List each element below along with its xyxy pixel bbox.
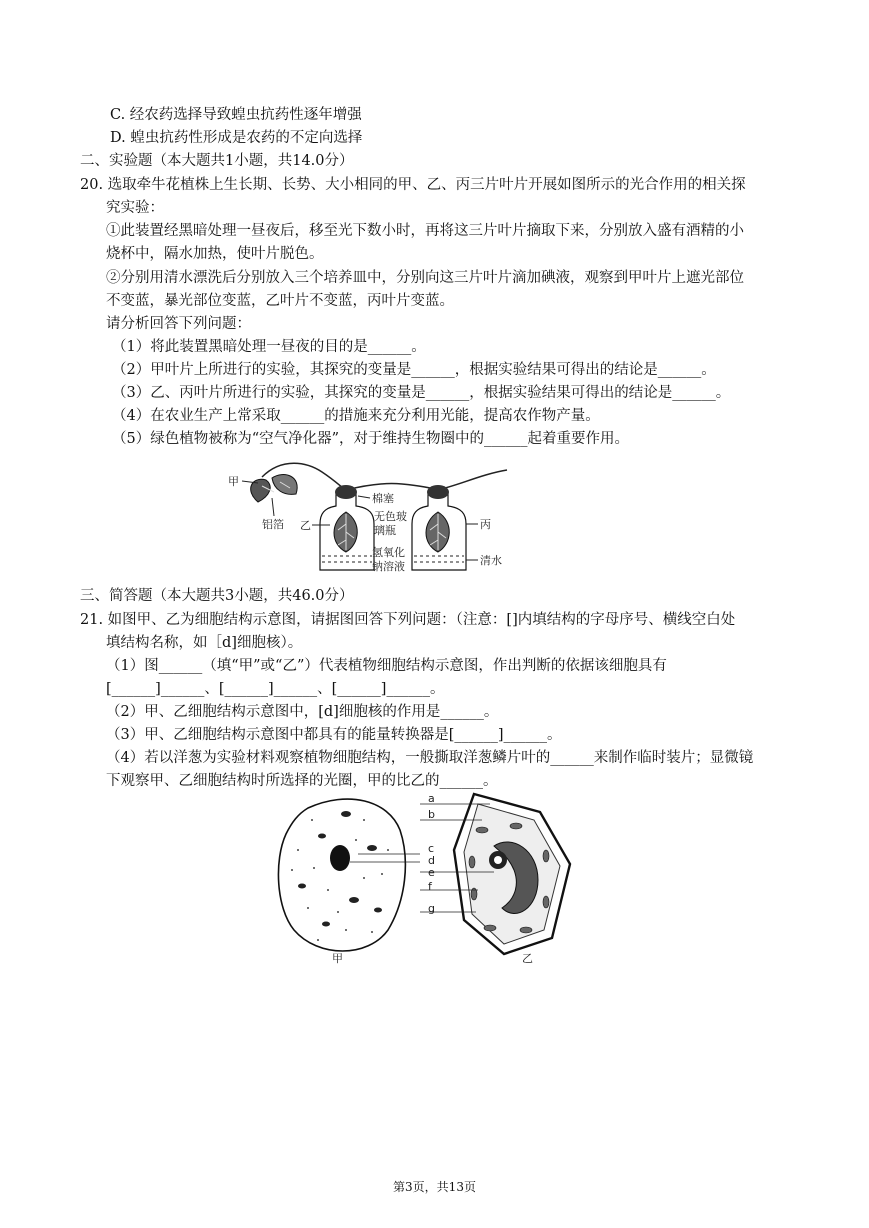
animal-cell-jia [278, 799, 405, 951]
q21-stem-line1: 21. 如图甲、乙为细胞结构示意图，请据图回答下列问题：（注意：[]内填结构的字母序号、横线空白处 [80, 612, 736, 628]
q20-prompt: 请分析回答下列问题： [106, 316, 251, 332]
page-footer: 第3页，共13页 [393, 1180, 476, 1194]
q20-step1-line2: 烧杯中，隔水加热，使叶片脱色。 [106, 246, 324, 262]
q20-step1-line1: ①此装置经黑暗处理一昼夜后，移至光下数小时，再将这三片叶片摘取下来，分别放入盛有酒精的小 [106, 223, 744, 239]
q20-sub5: （5）绿色植物被称为“空气净化器”，对于维持生物圈中的______起着重要作用。 [112, 431, 630, 447]
label-jia-cell: 甲 [332, 952, 343, 965]
q20-step2-line1: ②分别用清水漂洗后分别放入三个培养皿中，分别向这三片叶片滴加碘液，观察到甲叶片上遮光部位 [106, 270, 744, 286]
label-g: g [428, 902, 435, 915]
q20-sub4: （4）在农业生产上常采取______的措施来充分利用光能，提高农作物产量。 [112, 408, 600, 424]
q20-stem-line1: 20. 选取牵牛花植株上生长期、长势、大小相同的甲、乙、丙三片叶片开展如图所示的光合作用的相关探 [80, 177, 746, 193]
q21-sub4-line1: （4）若以洋葱为实验材料观察植物细胞结构，一般撕取洋葱鳞片叶的______来制作临时装片；显微镜 [106, 750, 754, 766]
q20-step2-line2: 不变蓝，暴光部位变蓝，乙叶片不变蓝，丙叶片变蓝。 [106, 293, 454, 309]
cell-structure-figure [268, 790, 608, 970]
label-wusebo: 无色玻 [374, 510, 407, 523]
q20-sub2: （2）甲叶片上所进行的实验，其探究的变量是______，根据实验结果可得出的结论是______。 [112, 362, 716, 378]
section-header-experiment: 二、实验题（本大题共1小题，共14.0分） [80, 153, 354, 169]
q21-sub1-line2: [______]______、[______]______、[______]______。 [106, 681, 445, 697]
q21-sub1-line1: （1）图______（填“甲”或“乙”）代表植物细胞结构示意图，作出判断的依据该细胞具有 [106, 658, 667, 674]
label-e: e [428, 866, 435, 879]
label-liping: 璃瓶 [374, 524, 396, 537]
string-line [262, 463, 507, 490]
q21-sub4-line2: 下观察甲、乙细胞结构时所选择的光圈，甲的比乙的______。 [106, 773, 498, 789]
label-qingshui: 清水 [480, 554, 502, 567]
bottle-bing [412, 485, 466, 570]
q21-stem-line2: 填结构名称，如［d]细胞核）。 [106, 635, 303, 651]
photosynthesis-apparatus-figure [222, 452, 522, 582]
label-b: b [428, 808, 435, 821]
label-miansai: 棉塞 [372, 492, 394, 505]
label-f: f [428, 880, 432, 893]
label-lvbo: 铝箔 [262, 518, 284, 531]
nucleus-jia [330, 845, 350, 871]
label-qingyang: 氢氧化 [372, 546, 405, 559]
label-jia: 甲 [228, 475, 239, 488]
q20-sub3: （3）乙、丙叶片所进行的实验，其探究的变量是______，根据实验结果可得出的结论是______。 [112, 385, 731, 401]
q20-stem-line2: 究实验： [106, 200, 164, 216]
cotton-plug-1 [335, 485, 357, 499]
q21-sub3: （3）甲、乙细胞结构示意图中都具有的能量转换器是[______]______。 [106, 727, 562, 743]
leaf-jia [251, 475, 298, 502]
label-yi-cell: 乙 [522, 952, 533, 965]
cotton-plug-2 [427, 485, 449, 499]
plant-cell-yi [454, 794, 570, 954]
label-c: c [428, 842, 435, 855]
label-yi: 乙 [300, 519, 311, 532]
q20-sub1: （1）将此装置黑暗处理一昼夜的目的是______。 [112, 339, 426, 355]
option-d: D. 蝗虫抗药性形成是农药的不定向选择 [110, 130, 363, 146]
option-c: C. 经农药选择导致蝗虫抗药性逐年增强 [110, 107, 362, 123]
label-a: a [428, 792, 435, 805]
q21-sub2: （2）甲、乙细胞结构示意图中，[d]细胞核的作用是______。 [106, 704, 499, 720]
label-d: d [428, 854, 435, 867]
label-bing: 丙 [480, 518, 491, 531]
label-nayy: 钠溶液 [372, 560, 405, 573]
section-header-short-answer: 三、简答题（本大题共3小题，共46.0分） [80, 588, 354, 604]
